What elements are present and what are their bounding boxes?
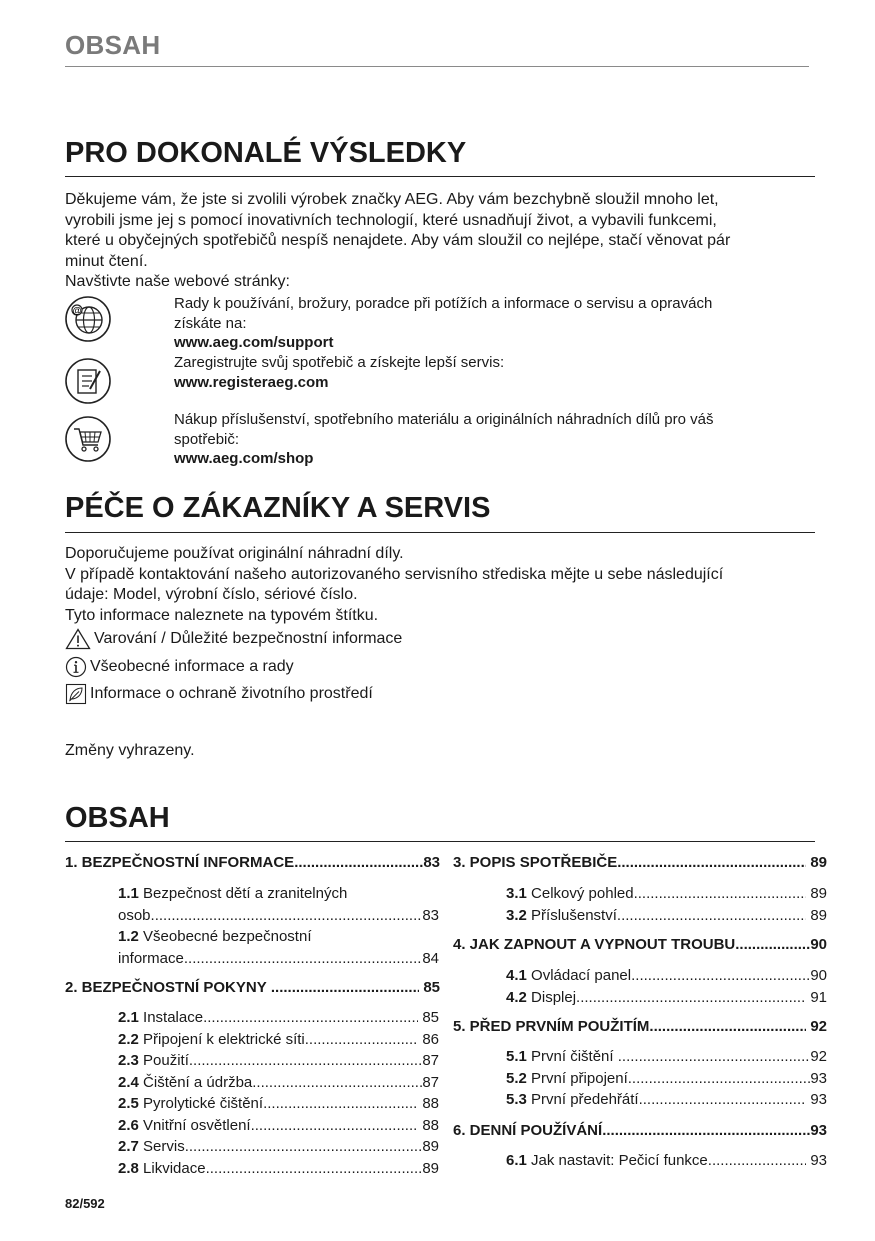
service-paragraph: Doporučujeme používat originální náhradní díly. V případě kontaktování našeho autorizovaného servisního střediska mějte u sebe následující údaje: Model, výrobní číslo, sériové číslo. Tyto informace naleznete na typovém štítku. [65,545,724,624]
section-title-results: PRO DOKONALÉ VÝSLEDKY [65,137,467,169]
legend-warning: Varování / Důležité bezpečnostní informace [65,628,402,650]
toc-entry-2-3[interactable]: 2.3 Použití ..... 87 [118,1050,439,1072]
globe-icon [64,295,112,343]
register-service-text: Zaregistrujte svůj spotřebič a získejte lepší servis: www.registeraeg.com [174,354,505,391]
toc-entry-5[interactable]: 5. PŘED PRVNÍM POUŽITÍM ..... 92 [453,1018,827,1035]
cart-icon [64,415,112,463]
shop-service-text: Nákup příslušenství, spotřebního materiálu a originálních náhradních dílů pro váš spotřebič: www.aeg.com/shop [174,411,714,467]
toc-entry-2-5[interactable]: 2.5 Pyrolytické čištění ..... 88 [118,1093,439,1115]
toc-entry-1-1[interactable]: 1.1 Bezpečnost dětí a zranitelných osob ..... 83 [118,883,439,926]
svg-text:@: @ [72,305,82,316]
toc-entry-3-2[interactable]: 3.2 Příslušenství ..... 89 [506,905,827,927]
register-link[interactable]: www.registeraeg.com [174,373,329,391]
toc-title: OBSAH [65,802,170,834]
toc-entry-2-8[interactable]: 2.8 Likvidace ..... 89 [118,1158,439,1180]
toc-entry-2-4[interactable]: 2.4 Čištění a údržba ..... 87 [118,1072,439,1094]
support-service-text: Rady k používání, brožury, poradce při potížích a informace o servisu a opravách získáte na: www.aeg.com/support [174,295,713,351]
toc-entry-2-1[interactable]: 2.1 Instalace ..... 85 [118,1007,439,1029]
toc-subentries-3 [506,883,827,926]
toc-entry-5-3[interactable]: 5.3 První předehřátí ..... 93 [506,1089,827,1111]
section-divider [65,532,815,533]
toc-subentries-5 [506,1046,827,1111]
toc-subentries-4 [506,965,827,1008]
toc-subentries-6 [506,1150,827,1172]
toc-entry-3[interactable]: 3. POPIS SPOTŘEBIČE ..... 89 [453,854,827,871]
toc-entry-6-1[interactable]: 6.1 Jak nastavit: Pečicí funkce ..... 93 [506,1150,827,1172]
header-divider [65,66,809,67]
toc-subentries-2 [118,1007,439,1179]
section-divider [65,841,815,842]
toc-entry-1[interactable]: 1. BEZPEČNOSTNÍ INFORMACE ..... 83 [65,854,440,871]
toc-entry-2-2[interactable]: 2.2 Připojení k elektrické síti ..... 86 [118,1029,439,1051]
toc-entry-6[interactable]: 6. DENNÍ POUŽÍVÁNÍ ..... 93 [453,1122,827,1139]
support-link[interactable]: www.aeg.com/support [174,334,334,351]
toc-entry-4[interactable]: 4. JAK ZAPNOUT A VYPNOUT TROUBU ..... 90 [453,936,827,953]
page-header-title: OBSAH [65,30,161,60]
changes-note: Změny vyhrazeny. [65,742,195,759]
shop-link[interactable]: www.aeg.com/shop [174,450,314,467]
legend-environment: Informace o ochraně životního prostředí [65,683,373,705]
leaf-icon [65,683,87,705]
toc-entry-5-2[interactable]: 5.2 První připojení ..... 93 [506,1068,827,1090]
toc-entry-4-1[interactable]: 4.1 Ovládací panel ..... 90 [506,965,827,987]
info-icon [65,656,87,678]
toc-entry-2-7[interactable]: 2.7 Servis ..... 89 [118,1136,439,1158]
toc-entry-2-6[interactable]: 2.6 Vnitřní osvětlení ..... 88 [118,1115,439,1137]
legend-info: Všeobecné informace a rady [65,656,294,678]
toc-entry-2[interactable]: 2. BEZPEČNOSTNÍ POKYNY ..... 85 [65,979,440,996]
section-divider [65,176,815,177]
toc-entry-3-1[interactable]: 3.1 Celkový pohled ..... 89 [506,883,827,905]
warning-icon [65,628,91,650]
toc-entry-1-2[interactable]: 1.2 Všeobecné bezpečnostní informace ..... 84 [118,926,439,969]
register-icon [64,357,112,405]
page-number: 82/592 [65,1196,105,1211]
toc-entry-4-2[interactable]: 4.2 Displej ..... 91 [506,987,827,1009]
intro-paragraph: Děkujeme vám, že jste si zvolili výrobek značky AEG. Aby vám bezchybně sloužil mnoho let, vyrobili jsme jej s pomocí inovativních technologií, které usnadňují život, a vybavili funkcemi, které u obyčejných spotřebičů nespíš nenajdete. Aby vám sloužil co nejlépe, stačí věnovat pár minut čtení. Navštivte naše webové stránky: [65,191,731,290]
section-title-customer-care: PÉČE O ZÁKAZNÍKY A SERVIS [65,492,491,524]
toc-entry-5-1[interactable]: 5.1 První čištění ..... 92 [506,1046,827,1068]
